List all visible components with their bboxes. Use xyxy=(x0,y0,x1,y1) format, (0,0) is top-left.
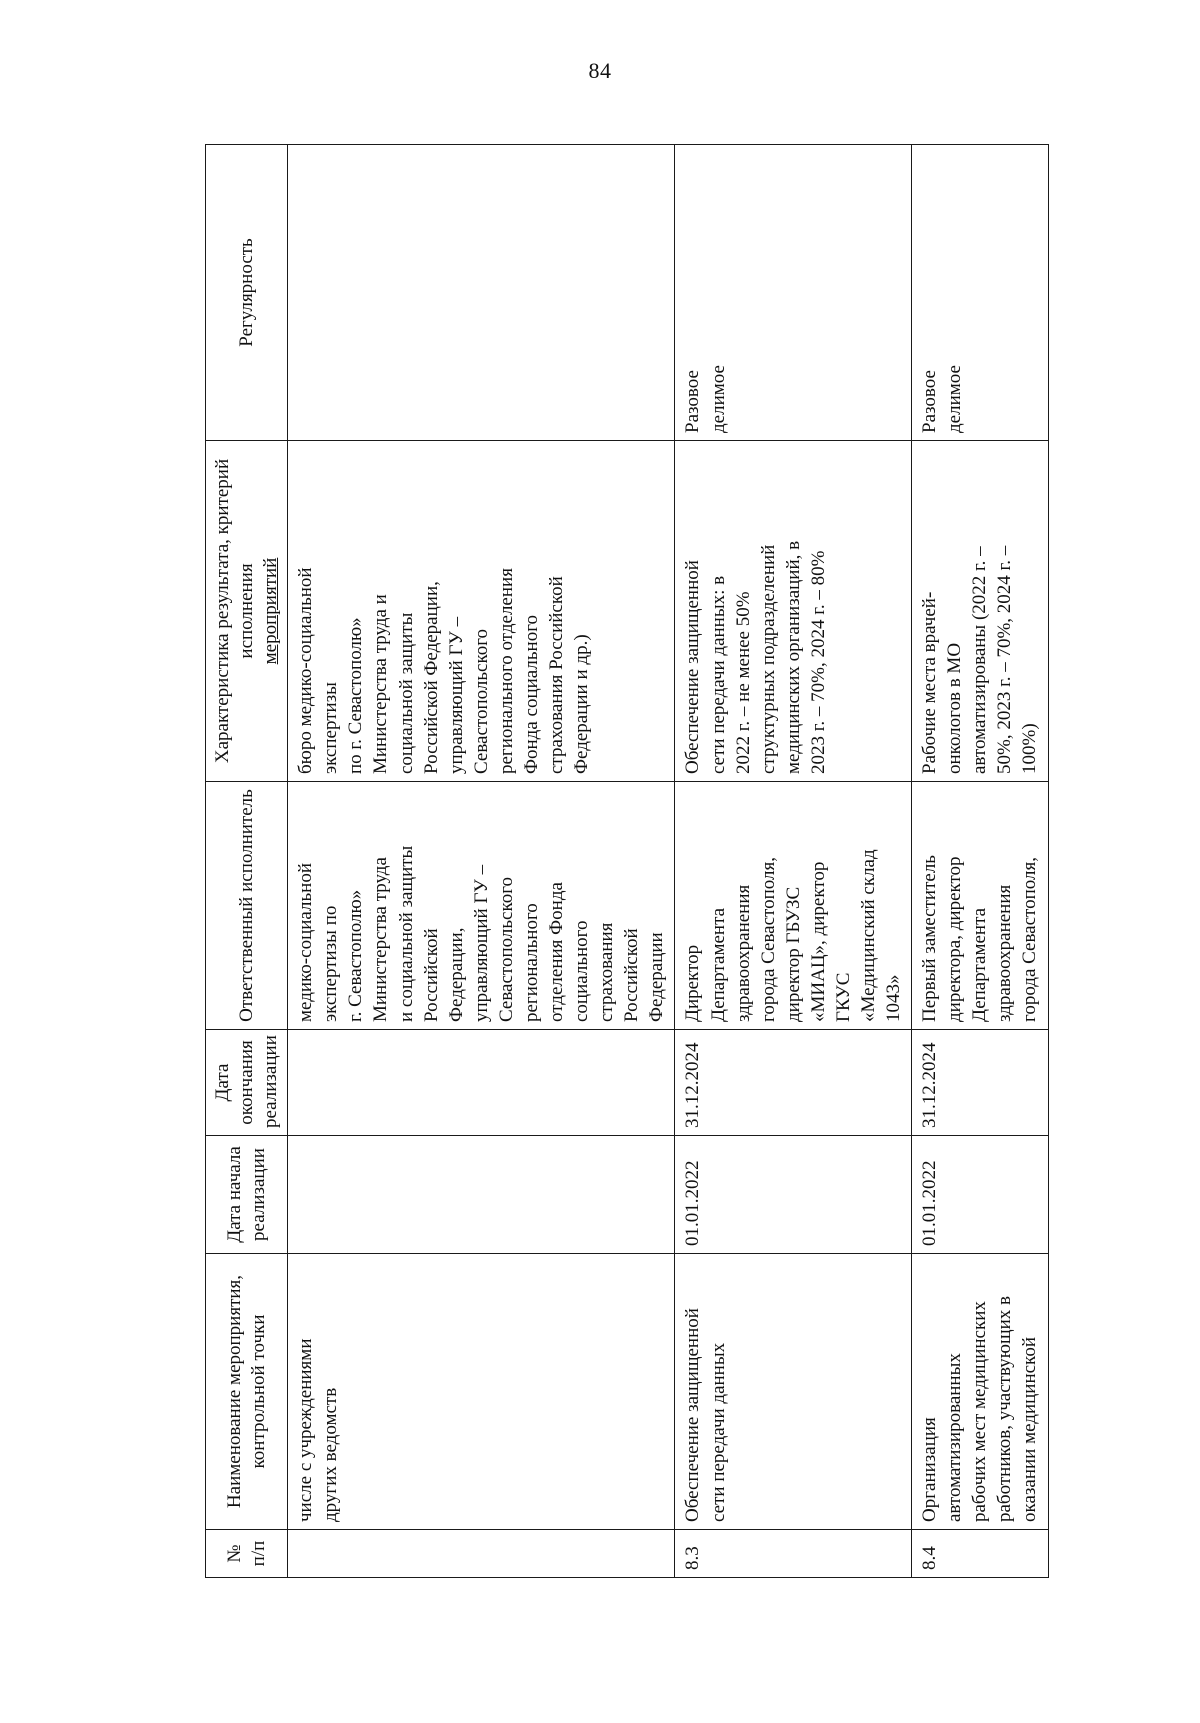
cell-end-date xyxy=(288,1030,675,1136)
cell-regularity xyxy=(288,145,675,441)
cell-result: бюро медико-социальной экспертизы по г. Севастополю» Министерства труда и социальной защиты Российской Федерации, управляющий ГУ – Севастопольского регионального отделения Фонда социального страхования Российской Федерации и др.) xyxy=(288,441,675,782)
table-row xyxy=(675,145,912,1578)
cell-result: Рабочие места врачей- онкологов в МО автоматизированы (2022 г. – 50%, 2023 г. – 70%, 2024 г. – 100%) xyxy=(912,441,1048,782)
plan-table xyxy=(205,144,1049,1578)
header-result-line1: Характеристика результата, критерий исполнения xyxy=(212,458,257,764)
header-result xyxy=(206,441,288,782)
table-header-row xyxy=(206,145,288,1578)
header-start-date: Дата начала реализации xyxy=(206,1136,288,1254)
header-result-line2: мероприятий xyxy=(259,557,281,665)
table-row xyxy=(288,145,675,1578)
cell-start-date: 01.01.2022 xyxy=(912,1136,1048,1254)
header-num: № п/п xyxy=(206,1530,288,1578)
table-row xyxy=(912,145,1048,1578)
cell-name: Обеспечение защищенной сети передачи данных xyxy=(675,1254,912,1530)
header-responsible: Ответственный исполнитель xyxy=(206,782,288,1030)
cell-num: 8.4 xyxy=(912,1530,1048,1578)
header-name: Наименование мероприятия, контрольной точки xyxy=(206,1254,288,1530)
header-end-date: Дата окончания реализации xyxy=(206,1030,288,1136)
cell-start-date: 01.01.2022 xyxy=(675,1136,912,1254)
cell-end-date: 31.12.2024 xyxy=(912,1030,1048,1136)
cell-result: Обеспечение защищенной сети передачи данных: в 2022 г. – не менее 50% структурных подразделений медицинских организаций, в 2023 г. – 70%, 2024 г. – 80% xyxy=(675,441,912,782)
cell-responsible: медико-социальной экспертизы по г. Севастополю» Министерства труда и социальной защиты Российской Федерации, управляющий ГУ – Севастопольского регионального отделения Фонда социального страхования Российской Федерации xyxy=(288,782,675,1030)
page-number: 84 xyxy=(588,58,612,83)
cell-name: числе с учреждениями других ведомств xyxy=(288,1254,675,1530)
cell-name: Организация автоматизированных рабочих мест медицинских работников, участвующих в оказании медицинской xyxy=(912,1254,1048,1530)
cell-regularity: Разовое делимое xyxy=(912,145,1048,441)
cell-num xyxy=(288,1530,675,1578)
cell-regularity: Разовое делимое xyxy=(675,145,912,441)
cell-end-date: 31.12.2024 xyxy=(675,1030,912,1136)
header-regularity: Регулярность xyxy=(206,145,288,441)
cell-responsible: Первый заместитель директора, директор Департамента здравоохранения города Севастополя, xyxy=(912,782,1048,1030)
cell-start-date xyxy=(288,1136,675,1254)
cell-responsible: Директор Департамента здравоохранения города Севастополя, директор ГБУЗС «МИАЦ», директор ГКУС «Медицинский склад 1043» xyxy=(675,782,912,1030)
cell-num: 8.3 xyxy=(675,1530,912,1578)
